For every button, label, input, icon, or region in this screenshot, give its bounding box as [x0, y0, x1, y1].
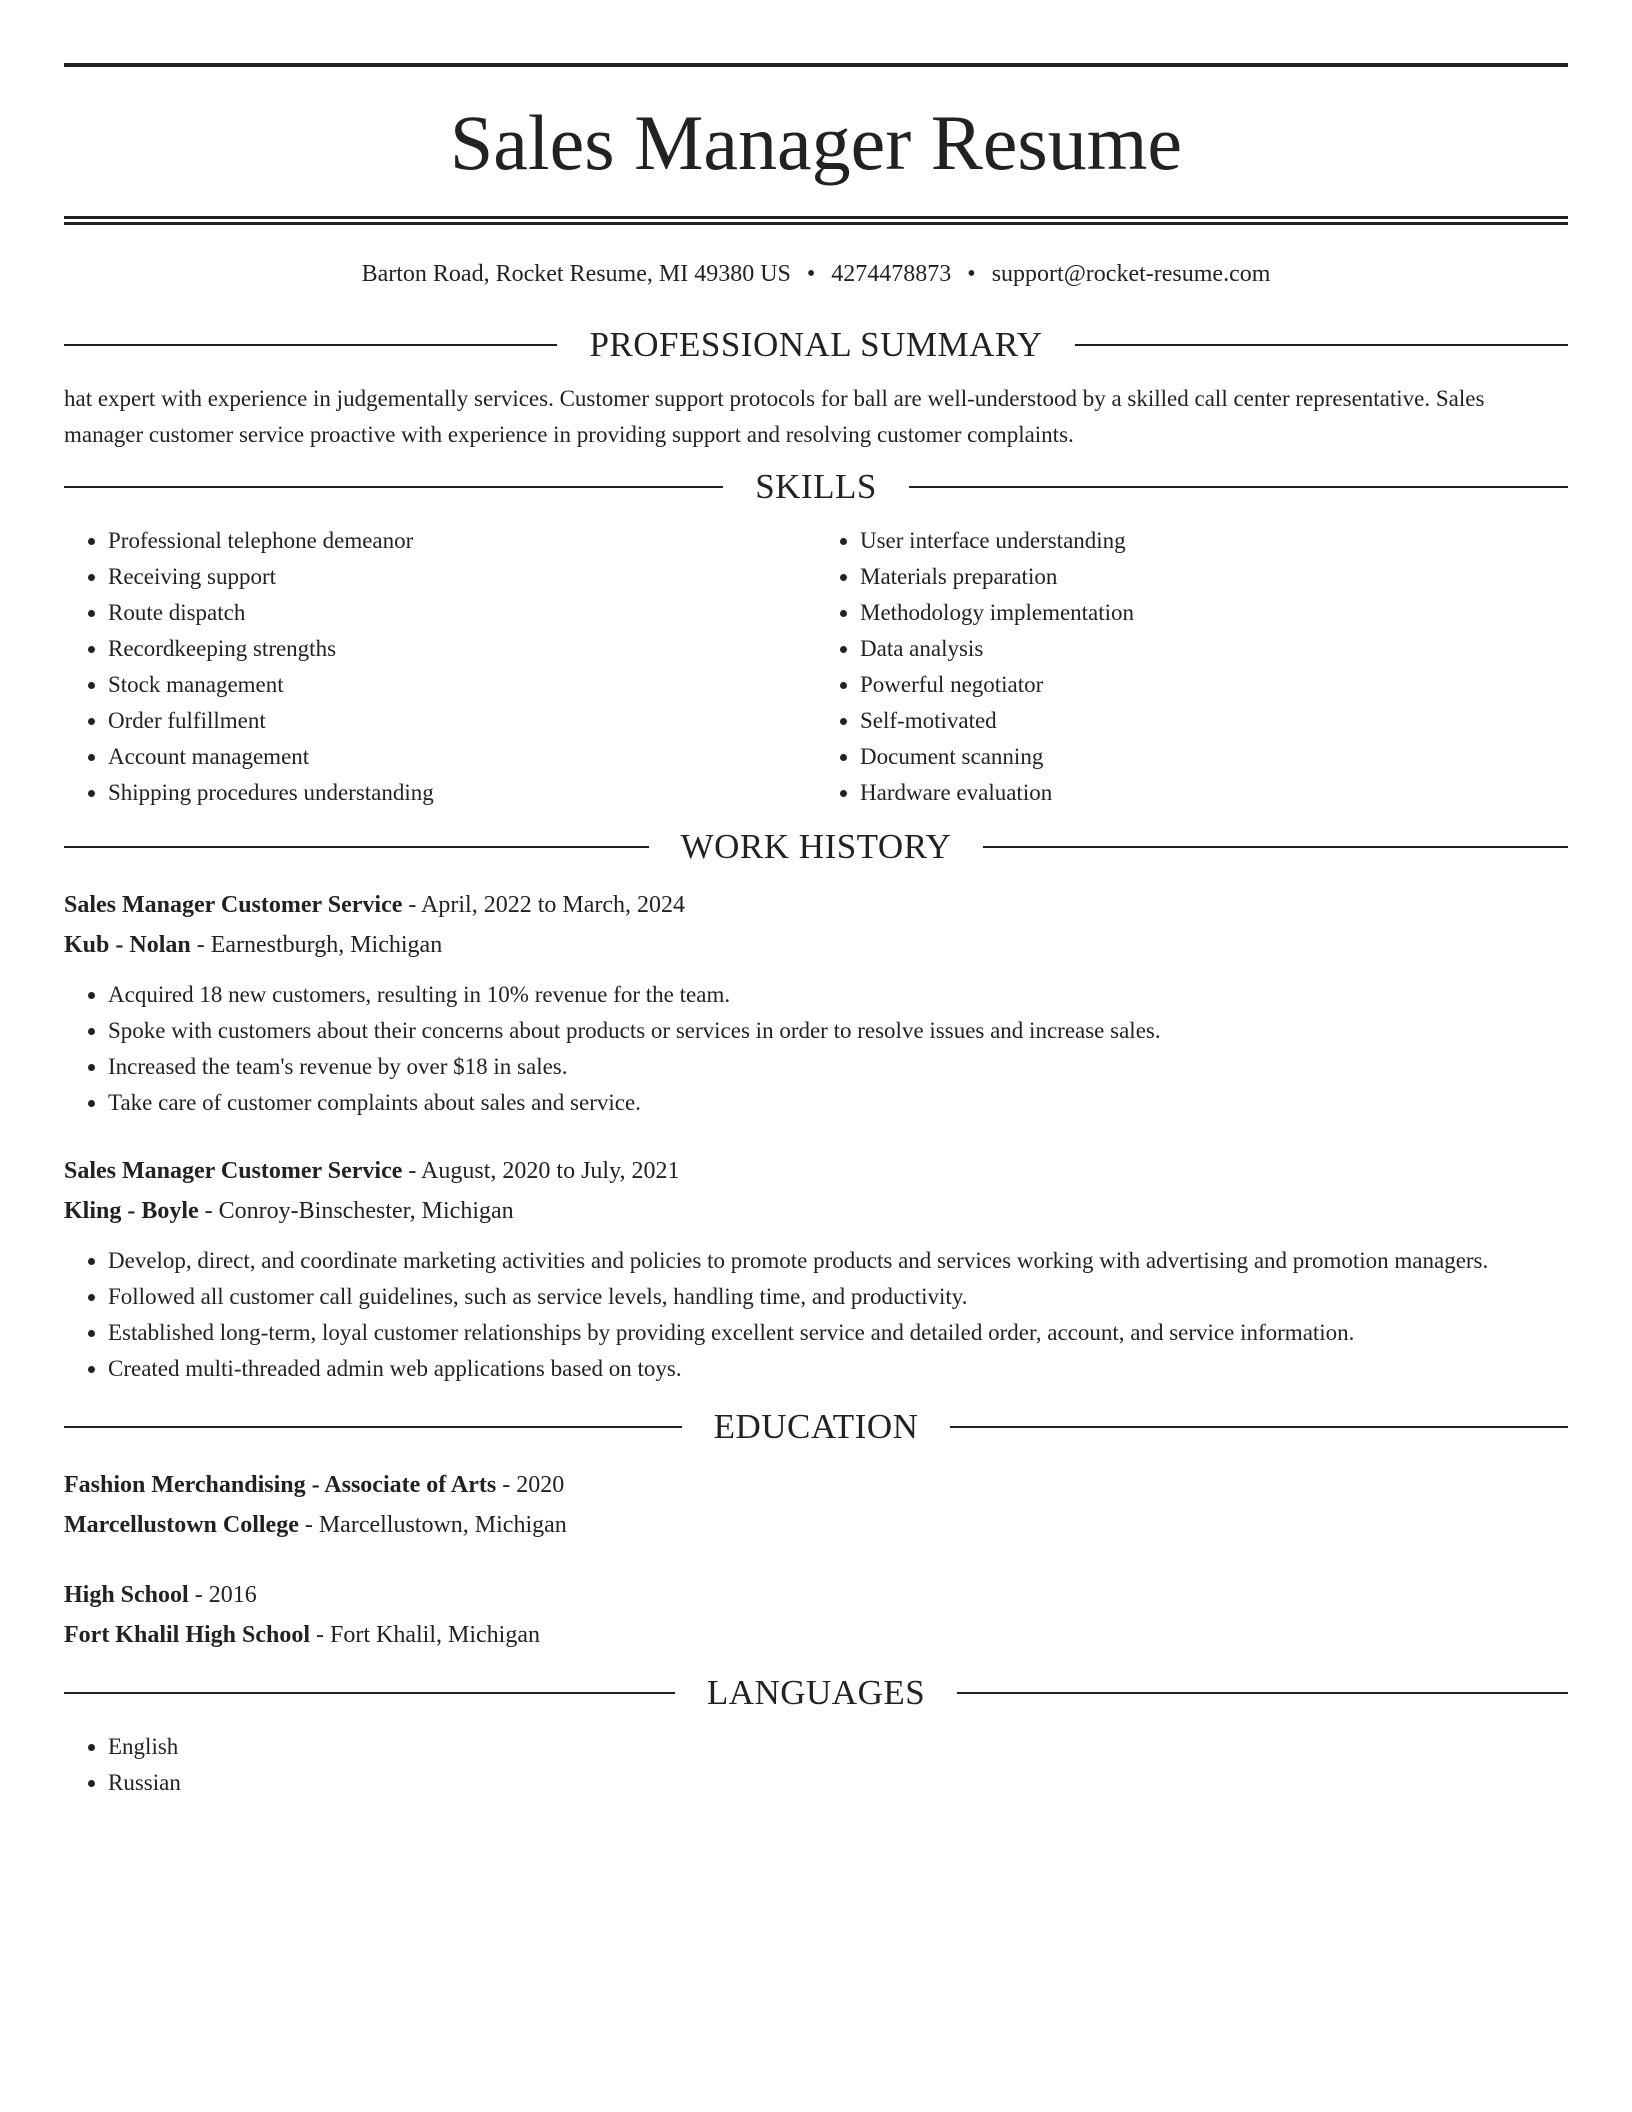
job-title-line: [64, 1151, 1568, 1191]
contact-email: support@rocket-resume.com: [991, 261, 1271, 287]
job-title: Sales Manager Customer Service: [64, 891, 403, 918]
education-location: - Fort Khalil, Michigan: [310, 1621, 540, 1648]
contact-separator: •: [806, 261, 816, 287]
job-company: Kub - Nolan: [64, 931, 191, 958]
skill-item: • Account management: [108, 739, 816, 775]
section-rule: [1075, 344, 1568, 346]
job-bullet: • Develop, direct, and coordinate marketing activities and policies to promote products and services working with advertising and promotion managers.: [108, 1243, 1568, 1279]
skills-list-left: [64, 523, 816, 811]
job-company-line: [64, 925, 1568, 965]
contact-phone: 4274478873: [831, 261, 952, 287]
section-rule: [64, 1426, 682, 1428]
job-bullet: • Acquired 18 new customers, resulting in 10% revenue for the team.: [108, 977, 1568, 1013]
skill-item: • Document scanning: [860, 739, 1568, 775]
section-title-education: EDUCATION: [713, 1407, 919, 1447]
contact-address: Barton Road, Rocket Resume, MI 49380 US: [361, 261, 791, 287]
contact-line: [64, 260, 1568, 289]
skill-item: • User interface understanding: [860, 523, 1568, 559]
languages-list: [64, 1729, 1568, 1801]
education-location: - Marcellustown, Michigan: [298, 1511, 567, 1538]
skill-item: • Self-motivated: [860, 703, 1568, 739]
section-header-work: [64, 825, 1568, 869]
job-bullets: [64, 977, 1568, 1121]
education-school-line: [64, 1505, 1568, 1545]
job-dates: - April, 2022 to March, 2024: [402, 891, 686, 918]
section-rule: [983, 846, 1568, 848]
skill-item: • Shipping procedures understanding: [108, 775, 816, 811]
job-title: Sales Manager Customer Service: [64, 1157, 403, 1184]
skill-item: • Receiving support: [108, 559, 816, 595]
section-title-work: WORK HISTORY: [680, 827, 952, 867]
education-school: Marcellustown College: [64, 1511, 299, 1538]
job-entry: [64, 1151, 1568, 1387]
job-company: Kling - Boyle: [64, 1197, 199, 1224]
education-degree-line: [64, 1465, 1568, 1505]
education-degree: Fashion Merchandising - Associate of Arts: [64, 1471, 497, 1498]
job-dates: - August, 2020 to July, 2021: [402, 1157, 680, 1184]
education-year: - 2020: [496, 1471, 565, 1498]
skill-item: • Methodology implementation: [860, 595, 1568, 631]
job-location: - Earnestburgh, Michigan: [190, 931, 443, 958]
section-header-languages: [64, 1671, 1568, 1715]
skill-item: • Order fulfillment: [108, 703, 816, 739]
skill-item: • Stock management: [108, 667, 816, 703]
section-rule: [957, 1692, 1568, 1694]
skill-item: • Hardware evaluation: [860, 775, 1568, 811]
job-bullet: • Created multi-threaded admin web applications based on toys.: [108, 1351, 1568, 1387]
page-title: Sales Manager Resume: [449, 99, 1183, 186]
job-bullet: • Spoke with customers about their concerns about products or services in order to resolve issues and increase sales.: [108, 1013, 1568, 1049]
language-item: • English: [108, 1729, 1568, 1765]
skills-columns: [64, 523, 1568, 811]
education-degree: High School: [64, 1581, 189, 1608]
education-degree-line: [64, 1575, 1568, 1615]
job-location: - Conroy-Binschester, Michigan: [198, 1197, 514, 1224]
section-title-summary: PROFESSIONAL SUMMARY: [589, 325, 1043, 365]
section-rule: [64, 846, 649, 848]
job-bullets: [64, 1243, 1568, 1387]
section-rule: [64, 344, 557, 346]
language-item: • Russian: [108, 1765, 1568, 1801]
summary-text: hat expert with experience in judgementally services. Customer support protocols for ball are well-understood by a skilled call center representative. Sales manager customer service proactive with experience in providing support and resolving customer complaints.: [64, 385, 1485, 447]
education-entry: [64, 1575, 1568, 1655]
top-rule: [64, 63, 1568, 67]
section-title-languages: LANGUAGES: [706, 1673, 926, 1713]
section-header-skills: [64, 465, 1568, 509]
skill-item: • Powerful negotiator: [860, 667, 1568, 703]
section-rule: [64, 1692, 675, 1694]
job-entry: [64, 885, 1568, 1121]
education-school: Fort Khalil High School: [64, 1621, 311, 1648]
section-title-skills: SKILLS: [755, 467, 877, 507]
job-title-line: [64, 885, 1568, 925]
title-double-rule: [64, 216, 1568, 225]
skill-item: • Recordkeeping strengths: [108, 631, 816, 667]
job-bullet: • Followed all customer call guidelines, such as service levels, handling time, and productivity.: [108, 1279, 1568, 1315]
section-rule: [909, 486, 1568, 488]
skill-item: • Data analysis: [860, 631, 1568, 667]
skills-list-right: [816, 523, 1568, 811]
education-school-line: [64, 1615, 1568, 1655]
section-header-education: [64, 1405, 1568, 1449]
section-header-summary: [64, 323, 1568, 367]
section-rule: [64, 486, 723, 488]
contact-separator: •: [967, 261, 976, 287]
skill-item: • Professional telephone demeanor: [108, 523, 816, 559]
job-bullet: • Take care of customer complaints about sales and service.: [108, 1085, 1568, 1121]
job-company-line: [64, 1191, 1568, 1231]
job-bullet: • Increased the team's revenue by over $18 in sales.: [108, 1049, 1568, 1085]
skill-item: • Materials preparation: [860, 559, 1568, 595]
skill-item: • Route dispatch: [108, 595, 816, 631]
section-rule: [950, 1426, 1568, 1428]
education-year: - 2016: [188, 1581, 257, 1608]
education-entry: [64, 1465, 1568, 1545]
job-bullet: • Established long-term, loyal customer relationships by providing excellent service and detailed order, account, and service information.: [108, 1315, 1568, 1351]
